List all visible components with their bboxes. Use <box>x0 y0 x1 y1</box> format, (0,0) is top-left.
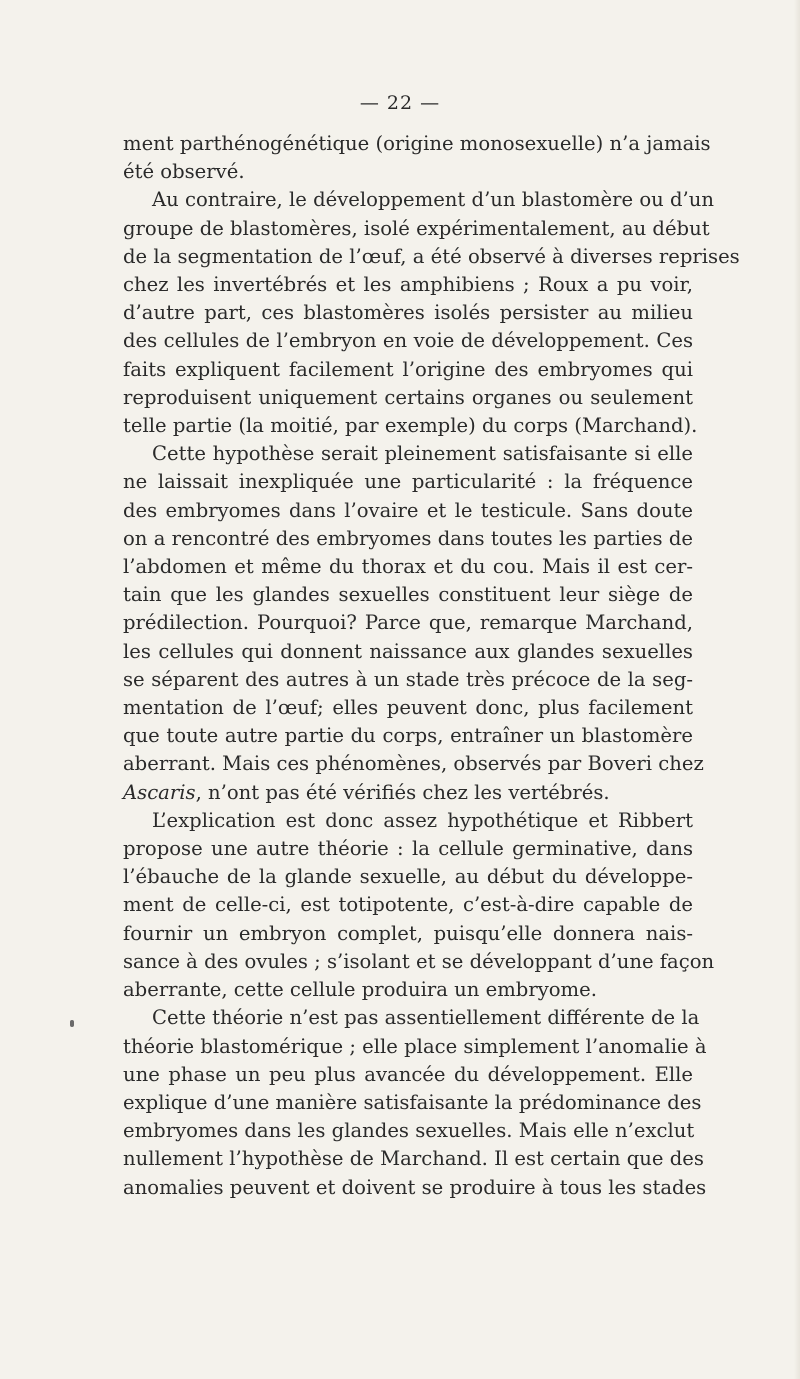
text-line: chez les invertébrés et les amphibiens ; Roux a pu voir, <box>123 273 693 297</box>
text-line: ment de celle-ci, est totipotente, c’est-à-dire capable de <box>123 893 693 917</box>
text-line: on a rencontré des embryomes dans toutes les parties de <box>123 526 693 550</box>
paragraph-start-line: Cette hypothèse serait pleinement satisfaisante si elle <box>152 442 693 466</box>
text-line: propose une autre théorie : la cellule germinative, dans <box>123 837 693 861</box>
text-line: d’autre part, ces blastomères isolés persister au milieu <box>123 301 693 325</box>
page-number: — 22 — <box>359 92 441 114</box>
ink-speck <box>70 1020 74 1027</box>
text-line: ne laissait inexpliquée une particularité : la fréquence <box>123 470 693 494</box>
text-line: mentation de l’œuf; elles peuvent donc, plus facilement <box>123 696 693 720</box>
text-line: des cellules de l’embryon en voie de développement. Ces <box>123 329 693 353</box>
text-line: prédilection. Pourquoi? Parce que, remarque Marchand, <box>123 611 693 635</box>
text-line: embryomes dans les glandes sexuelles. Mais elle n’exclut <box>123 1119 695 1143</box>
text-line: été observé. <box>123 160 245 184</box>
text-line: sance à des ovules ; s’isolant et se développant d’une façon <box>123 949 715 973</box>
text-line: anomalies peuvent et doivent se produire à tous les stades <box>123 1175 707 1199</box>
text-line: se séparent des autres à un stade très précoce de la seg- <box>123 667 693 691</box>
text-line-ascaris <box>123 779 693 807</box>
text-line: fournir un embryon complet, puisqu’elle donnera nais- <box>123 921 693 945</box>
text-line: faits expliquent facilement l’origine des embryomes qui <box>123 357 693 381</box>
text-fragment: , n’ont pas été vérifiés chez les vertébrés. <box>195 780 610 804</box>
text-line: aberrant. Mais ces phénomènes, observés par Boveri chez <box>123 752 704 776</box>
text-line: telle partie (la moitié, par exemple) du corps (Marchand). <box>123 414 698 438</box>
text-line: de la segmentation de l’œuf, a été observé à diverses reprises <box>123 244 740 268</box>
text-line: une phase un peu plus avancée du développement. Elle <box>123 1062 693 1086</box>
text-line: des embryomes dans l’ovaire et le testicule. Sans doute <box>123 498 693 522</box>
text-line: ment parthénogénétique (origine monosexuelle) n’a jamais <box>123 132 711 155</box>
paragraph-start-line: Cette théorie n’est pas assentiellement différente de la <box>152 1006 700 1030</box>
text-line: l’abdomen et même du thorax et du cou. Mais il est cer- <box>123 555 693 579</box>
text-line: les cellules qui donnent naissance aux glandes sexuelles <box>123 639 693 663</box>
paragraph-start-line: L’explication est donc assez hypothétique et Ribbert <box>152 808 693 832</box>
text-line: tain que les glandes sexuelles constituent leur siège de <box>123 583 693 607</box>
text-line: groupe de blastomères, isolé expérimentalement, au début <box>123 216 710 240</box>
text-line: reproduisent uniquement certains organes ou seulement <box>123 385 693 409</box>
text-line: explique d’une manière satisfaisante la prédominance des <box>123 1090 702 1114</box>
italic-term: Ascaris <box>123 780 196 804</box>
text-line: aberrante, cette cellule produira un embryome. <box>123 978 597 1002</box>
paragraph-start-line: Au contraire, le développement d’un blastomère ou d’un <box>152 188 714 212</box>
page-edge-shadow <box>794 0 800 1379</box>
text-line: nullement l’hypothèse de Marchand. Il est certain que des <box>123 1147 704 1171</box>
text-line: que toute autre partie du corps, entraîner un blastomère <box>123 724 693 748</box>
text-line: théorie blastomérique ; elle place simplement l’anomalie à <box>123 1034 707 1058</box>
body-text <box>123 130 740 1202</box>
text-line: l’ébauche de la glande sexuelle, au début du développe- <box>123 865 693 889</box>
